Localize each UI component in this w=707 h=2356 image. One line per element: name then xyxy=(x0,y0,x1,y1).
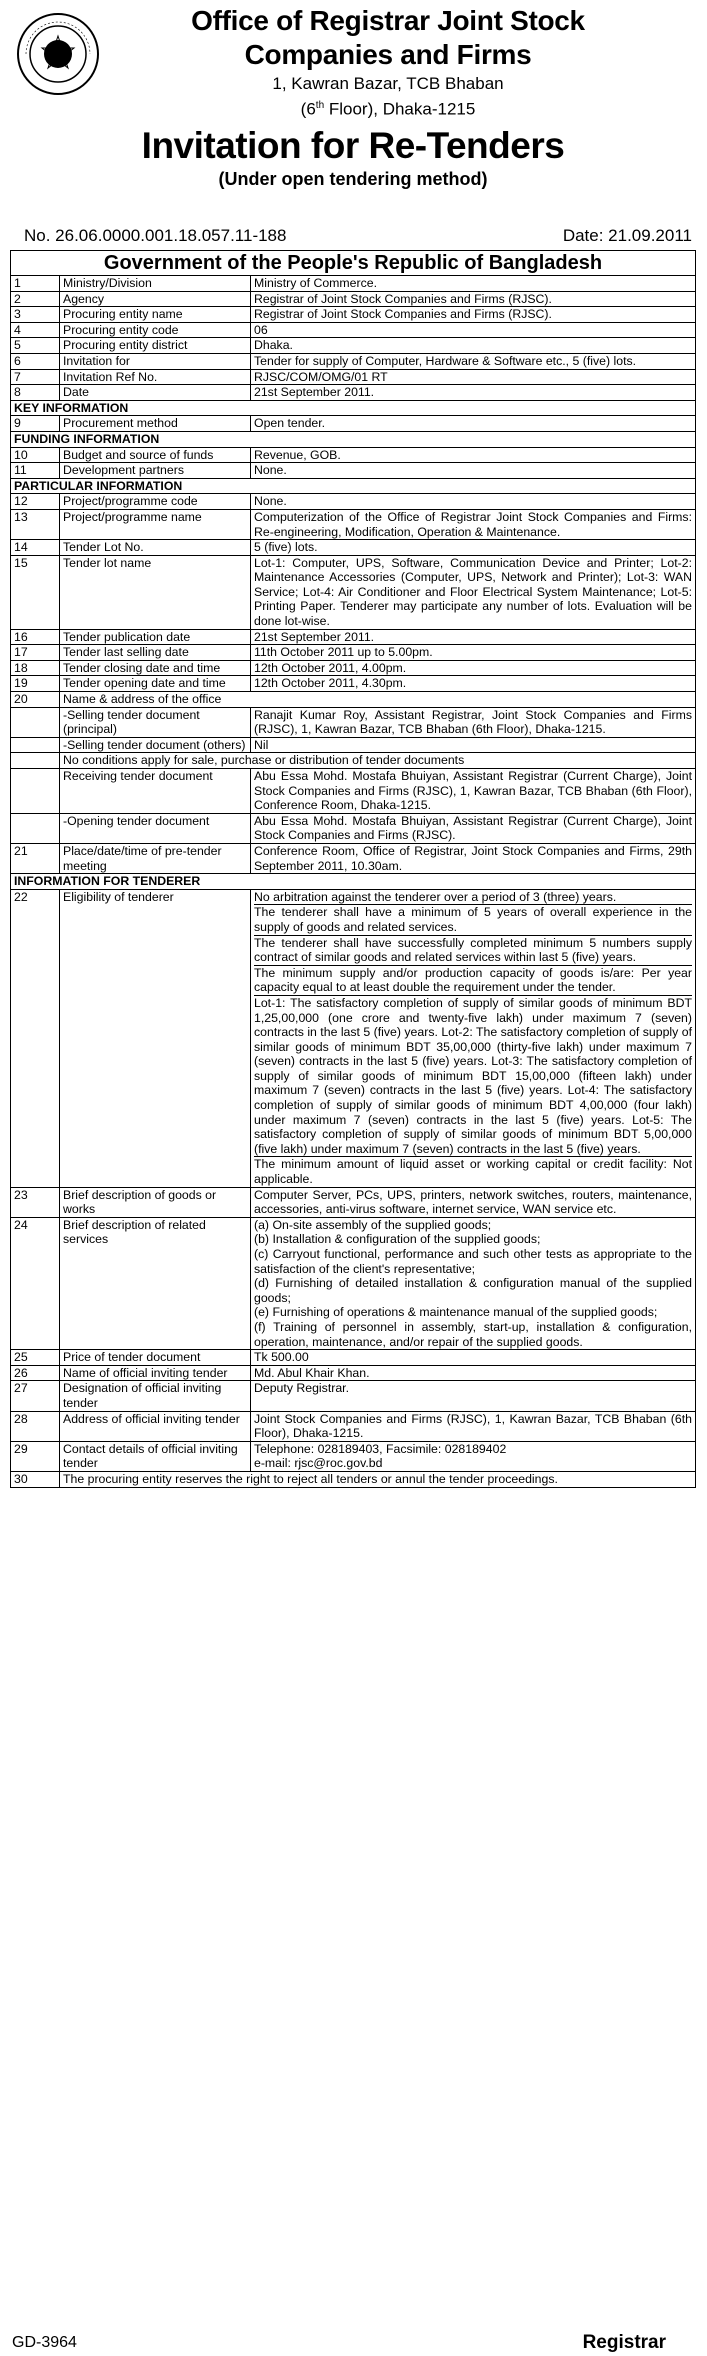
row-number: 15 xyxy=(11,555,60,629)
row-number: 26 xyxy=(11,1365,60,1381)
row-label: Place/date/time of pre-tender meeting xyxy=(60,843,251,873)
table-row xyxy=(11,1187,696,1217)
value-line: Telephone: 028189403, Facsimile: 028189402 xyxy=(254,1441,507,1456)
table-row xyxy=(11,463,696,479)
row-label: -Selling tender document (others) xyxy=(60,737,251,753)
row-value: Ministry of Commerce. xyxy=(251,276,696,292)
section-heading: PARTICULAR INFORMATION xyxy=(11,478,696,494)
row-value: Tk 500.00 xyxy=(251,1350,696,1366)
row-number: 7 xyxy=(11,369,60,385)
row-label: Tender closing date and time xyxy=(60,660,251,676)
row-label: Tender last selling date xyxy=(60,645,251,661)
row-number: 9 xyxy=(11,416,60,432)
row-number: 6 xyxy=(11,353,60,369)
table-row xyxy=(11,769,696,814)
row-number: 2 xyxy=(11,291,60,307)
eligibility-item: Lot-1: The satisfactory completion of supply of similar goods of minimum BDT 1,25,00,000 (one crore and twenty-five lakh) under maximum 7 (seven) contracts in the last 5 (five) years. Lot-2: The satisfactory completion of supply of similar goods of minimum BDT 35,00,000 (thirty-five lakh) under maximum 7 (seven) contracts in the last 5 (five) years. Lot-3: The satisfactory completion of supply of similar goods of minimum BDT 15,00,000 (fifteen lakh) under maximum 7 (seven) contracts in the last 5 (five) years. Lot-4: The satisfactory completion of supply of similar goods of minimum BDT 4,00,000 (four lakh) under maximum 7 (seven) contracts in the last 5 (five) years. Lot-5: The satisfactory completion of supply of similar goods of minimum BDT 5,00,000 (five lakh) under maximum 7 (seven) contracts in the last 5 (five) years. xyxy=(254,995,692,1156)
table-row xyxy=(11,692,696,708)
row-label: -Opening tender document xyxy=(60,813,251,843)
office-heading xyxy=(80,4,696,120)
row-number: 22 xyxy=(11,889,60,1187)
row-number: 23 xyxy=(11,1187,60,1217)
row-value: 5 (five) lots. xyxy=(251,540,696,556)
eligibility-item: The tenderer shall have a minimum of 5 years of overall experience in the supply of goods and related services. xyxy=(254,905,692,934)
value-line: e-mail: rjsc@roc.gov.bd xyxy=(254,1456,383,1471)
office-name-line2: Companies and Firms xyxy=(244,39,532,70)
section-heading: FUNDING INFORMATION xyxy=(11,431,696,447)
row-number xyxy=(11,769,60,814)
row-label: Name of official inviting tender xyxy=(60,1365,251,1381)
office-address-line2: (6th Floor), Dhaka-1215 xyxy=(300,99,476,119)
table-row xyxy=(11,645,696,661)
table-row xyxy=(11,629,696,645)
row-value: Deputy Registrar. xyxy=(251,1381,696,1411)
tender-notice xyxy=(10,4,696,2353)
value-line: (f) Training of personnel in assembly, start-up, installation & configuration, operation, maintenance, and/or repair of the supplied goods. xyxy=(254,1319,692,1349)
signature-title: Registrar xyxy=(582,2332,666,2353)
row-number: 5 xyxy=(11,338,60,354)
table-row xyxy=(11,707,696,737)
row-value: Ranajit Kumar Roy, Assistant Registrar, Joint Stock Companies and Firms (RJSC), 1, Kawran Bazar, TCB Bhaban (6th Floor), Dhaka-1215. xyxy=(251,707,696,737)
table-row xyxy=(11,307,696,323)
row-label: Designation of official inviting tender xyxy=(60,1381,251,1411)
row-label: Budget and source of funds xyxy=(60,447,251,463)
notice-subtitle: (Under open tendering method) xyxy=(218,168,488,189)
row-number xyxy=(11,813,60,843)
table-row xyxy=(11,1217,696,1349)
section-row xyxy=(11,874,696,890)
row-label: Eligibility of tenderer xyxy=(60,889,251,1187)
row-value: Md. Abul Khair Khan. xyxy=(251,1365,696,1381)
table-row xyxy=(11,447,696,463)
row-value: 21st September 2011. xyxy=(251,385,696,401)
table-row xyxy=(11,1411,696,1441)
row-label: Procuring entity code xyxy=(60,322,251,338)
section-row xyxy=(11,478,696,494)
row-number: 1 xyxy=(11,276,60,292)
row-value xyxy=(251,1441,696,1471)
table-row xyxy=(11,1365,696,1381)
table-row xyxy=(11,494,696,510)
row-number xyxy=(11,707,60,737)
value-line: (c) Carryout functional, performance and such other tests as appropriate to the satisfaction of the client's representative; xyxy=(254,1247,692,1276)
row-label: Procuring entity name xyxy=(60,307,251,323)
row-number: 3 xyxy=(11,307,60,323)
row-number: 24 xyxy=(11,1217,60,1349)
row-label: Name & address of the office xyxy=(60,692,696,708)
row-value: Registrar of Joint Stock Companies and Firms (RJSC). xyxy=(251,307,696,323)
row-label: Tender Lot No. xyxy=(60,540,251,556)
table-row xyxy=(11,753,696,769)
row-value: Revenue, GOB. xyxy=(251,447,696,463)
row-label: Tender opening date and time xyxy=(60,676,251,692)
row-number: 14 xyxy=(11,540,60,556)
row-number: 18 xyxy=(11,660,60,676)
row-number: 27 xyxy=(11,1381,60,1411)
table-row xyxy=(11,540,696,556)
row-label: Invitation Ref No. xyxy=(60,369,251,385)
row-label: Date xyxy=(60,385,251,401)
notice-footer xyxy=(10,2330,696,2356)
value-line: (b) Installation & configuration of the supplied goods; xyxy=(254,1232,541,1247)
row-number: 11 xyxy=(11,463,60,479)
row-number xyxy=(11,753,60,769)
notice-header xyxy=(10,4,696,189)
row-value: Dhaka. xyxy=(251,338,696,354)
row-value: Tender for supply of Computer, Hardware & Software etc., 5 (five) lots. xyxy=(251,353,696,369)
eligibility-item: No arbitration against the tenderer over a period of 3 (three) years. xyxy=(254,889,617,904)
table-row xyxy=(11,416,696,432)
table-row xyxy=(11,509,696,539)
row-number: 25 xyxy=(11,1350,60,1366)
row-value xyxy=(251,1217,696,1349)
row-number: 16 xyxy=(11,629,60,645)
table-row xyxy=(11,813,696,843)
row-label: Ministry/Division xyxy=(60,276,251,292)
tender-table xyxy=(10,275,696,1488)
table-row xyxy=(11,385,696,401)
value-line: (a) On-site assembly of the supplied goods; xyxy=(254,1217,492,1232)
table-row xyxy=(11,1471,696,1487)
row-value: Computer Server, PCs, UPS, printers, network switches, routers, maintenance, accessories, anti-virus software, internet service, WAN service etc. xyxy=(251,1187,696,1217)
row-label: Address of official inviting tender xyxy=(60,1411,251,1441)
row-value xyxy=(251,889,696,1187)
section-heading: INFORMATION FOR TENDERER xyxy=(11,874,696,890)
eligibility-item: The minimum supply and/or production capacity of goods is/are: Per year capacity equal to at least double the requirement under the tender. xyxy=(254,965,692,995)
office-name-line1: Office of Registrar Joint Stock xyxy=(191,5,585,36)
row-label: Receiving tender document xyxy=(60,769,251,814)
row-label: Contact details of official inviting tender xyxy=(60,1441,251,1471)
row-label: Procuring entity district xyxy=(60,338,251,354)
row-number xyxy=(11,737,60,753)
row-value: 11th October 2011 up to 5.00pm. xyxy=(251,645,696,661)
table-row xyxy=(11,737,696,753)
row-value: Lot-1: Computer, UPS, Software, Communication Device and Printer; Lot-2: Maintenance Accessories (Computer, UPS, Network and Printer); Lot-3: WAN Service; Lot-4: Air Conditioner and Floor Electrical System Maintenance; Lot-5: Printing Paper. Tenderer may participate any number of lots. Evaluation will be done lot-wise. xyxy=(251,555,696,629)
row-value: 06 xyxy=(251,322,696,338)
table-row xyxy=(11,555,696,629)
row-number: 17 xyxy=(11,645,60,661)
row-number: 13 xyxy=(11,509,60,539)
value-line: (d) Furnishing of detailed installation & configuration manual of the supplied goods; xyxy=(254,1276,692,1305)
row-value: Abu Essa Mohd. Mostafa Bhuiyan, Assistant Registrar (Current Charge), Joint Stock Companies and Firms (RJSC), 1, Kawran Bazar, TCB Bhaban (6th Floor), Conference Room, Dhaka-1215. xyxy=(251,769,696,814)
row-value: Conference Room, Office of Registrar, Joint Stock Companies and Firms, 29th September 2011, 10.30am. xyxy=(251,843,696,873)
row-label: Project/programme code xyxy=(60,494,251,510)
section-row xyxy=(11,400,696,416)
table-row xyxy=(11,353,696,369)
table-row xyxy=(11,676,696,692)
reference-number: No. 26.06.0000.001.18.057.11-188 xyxy=(24,226,287,245)
table-row xyxy=(11,660,696,676)
government-banner: Government of the People's Republic of Bangladesh xyxy=(10,250,696,275)
row-value: Abu Essa Mohd. Mostafa Bhuiyan, Assistant Registrar (Current Charge), Joint Stock Companies and Firms (RJSC). xyxy=(251,813,696,843)
row-value: None. xyxy=(251,494,696,510)
table-row xyxy=(11,843,696,873)
table-row xyxy=(11,1350,696,1366)
table-row xyxy=(11,276,696,292)
table-row xyxy=(11,291,696,307)
row-number: 19 xyxy=(11,676,60,692)
row-label: Brief description of goods or works xyxy=(60,1187,251,1217)
row-label: Agency xyxy=(60,291,251,307)
row-value: 12th October 2011, 4.30pm. xyxy=(251,676,696,692)
eligibility-item: The minimum amount of liquid asset or working capital or credit facility: Not applicable. xyxy=(254,1157,692,1187)
row-value: 12th October 2011, 4.00pm. xyxy=(251,660,696,676)
row-value: None. xyxy=(251,463,696,479)
row-label: Development partners xyxy=(60,463,251,479)
value-line: (e) Furnishing of operations & maintenance manual of the supplied goods; xyxy=(254,1305,658,1320)
table-row xyxy=(11,889,696,1187)
row-value: Joint Stock Companies and Firms (RJSC), 1, Kawran Bazar, TCB Bhaban (6th Floor), Dhaka-1215. xyxy=(251,1411,696,1441)
row-label: Procurement method xyxy=(60,416,251,432)
table-row xyxy=(11,369,696,385)
row-label: No conditions apply for sale, purchase or distribution of tender documents xyxy=(60,753,696,769)
row-label: Tender publication date xyxy=(60,629,251,645)
eligibility-item: The tenderer shall have successfully completed minimum 5 numbers supply contract of similar goods and related services within last 5 (five) years. xyxy=(254,935,692,965)
row-number: 12 xyxy=(11,494,60,510)
row-label: The procuring entity reserves the right to reject all tenders or annul the tender proceedings. xyxy=(60,1471,696,1487)
row-value: Nil xyxy=(251,737,696,753)
row-label: Tender lot name xyxy=(60,555,251,629)
row-label: -Selling tender document (principal) xyxy=(60,707,251,737)
row-number: 29 xyxy=(11,1441,60,1471)
government-seal-icon xyxy=(16,12,100,96)
table-row xyxy=(11,1381,696,1411)
row-label: Price of tender document xyxy=(60,1350,251,1366)
table-row xyxy=(11,322,696,338)
row-value: Registrar of Joint Stock Companies and Firms (RJSC). xyxy=(251,291,696,307)
row-number: 21 xyxy=(11,843,60,873)
row-value: Computerization of the Office of Registrar Joint Stock Companies and Firms: Re-engineering, Modification, Operation & Maintenance. xyxy=(251,509,696,539)
office-address-line1: 1, Kawran Bazar, TCB Bhaban xyxy=(272,74,504,93)
table-row xyxy=(11,1441,696,1471)
row-value: RJSC/COM/OMG/01 RT xyxy=(251,369,696,385)
row-number: 4 xyxy=(11,322,60,338)
notice-title: Invitation for Re-Tenders xyxy=(141,124,565,166)
gd-code: GD-3964 xyxy=(12,2334,77,2351)
row-value: 21st September 2011. xyxy=(251,629,696,645)
row-number: 28 xyxy=(11,1411,60,1441)
row-number: 30 xyxy=(11,1471,60,1487)
reference-line xyxy=(24,226,692,248)
row-label: Brief description of related services xyxy=(60,1217,251,1349)
row-number: 20 xyxy=(11,692,60,708)
row-label: Invitation for xyxy=(60,353,251,369)
section-row xyxy=(11,431,696,447)
section-heading: KEY INFORMATION xyxy=(11,400,696,416)
row-value: Open tender. xyxy=(251,416,696,432)
notice-date: Date: 21.09.2011 xyxy=(562,226,692,245)
table-row xyxy=(11,338,696,354)
row-label: Project/programme name xyxy=(60,509,251,539)
row-number: 10 xyxy=(11,447,60,463)
row-number: 8 xyxy=(11,385,60,401)
